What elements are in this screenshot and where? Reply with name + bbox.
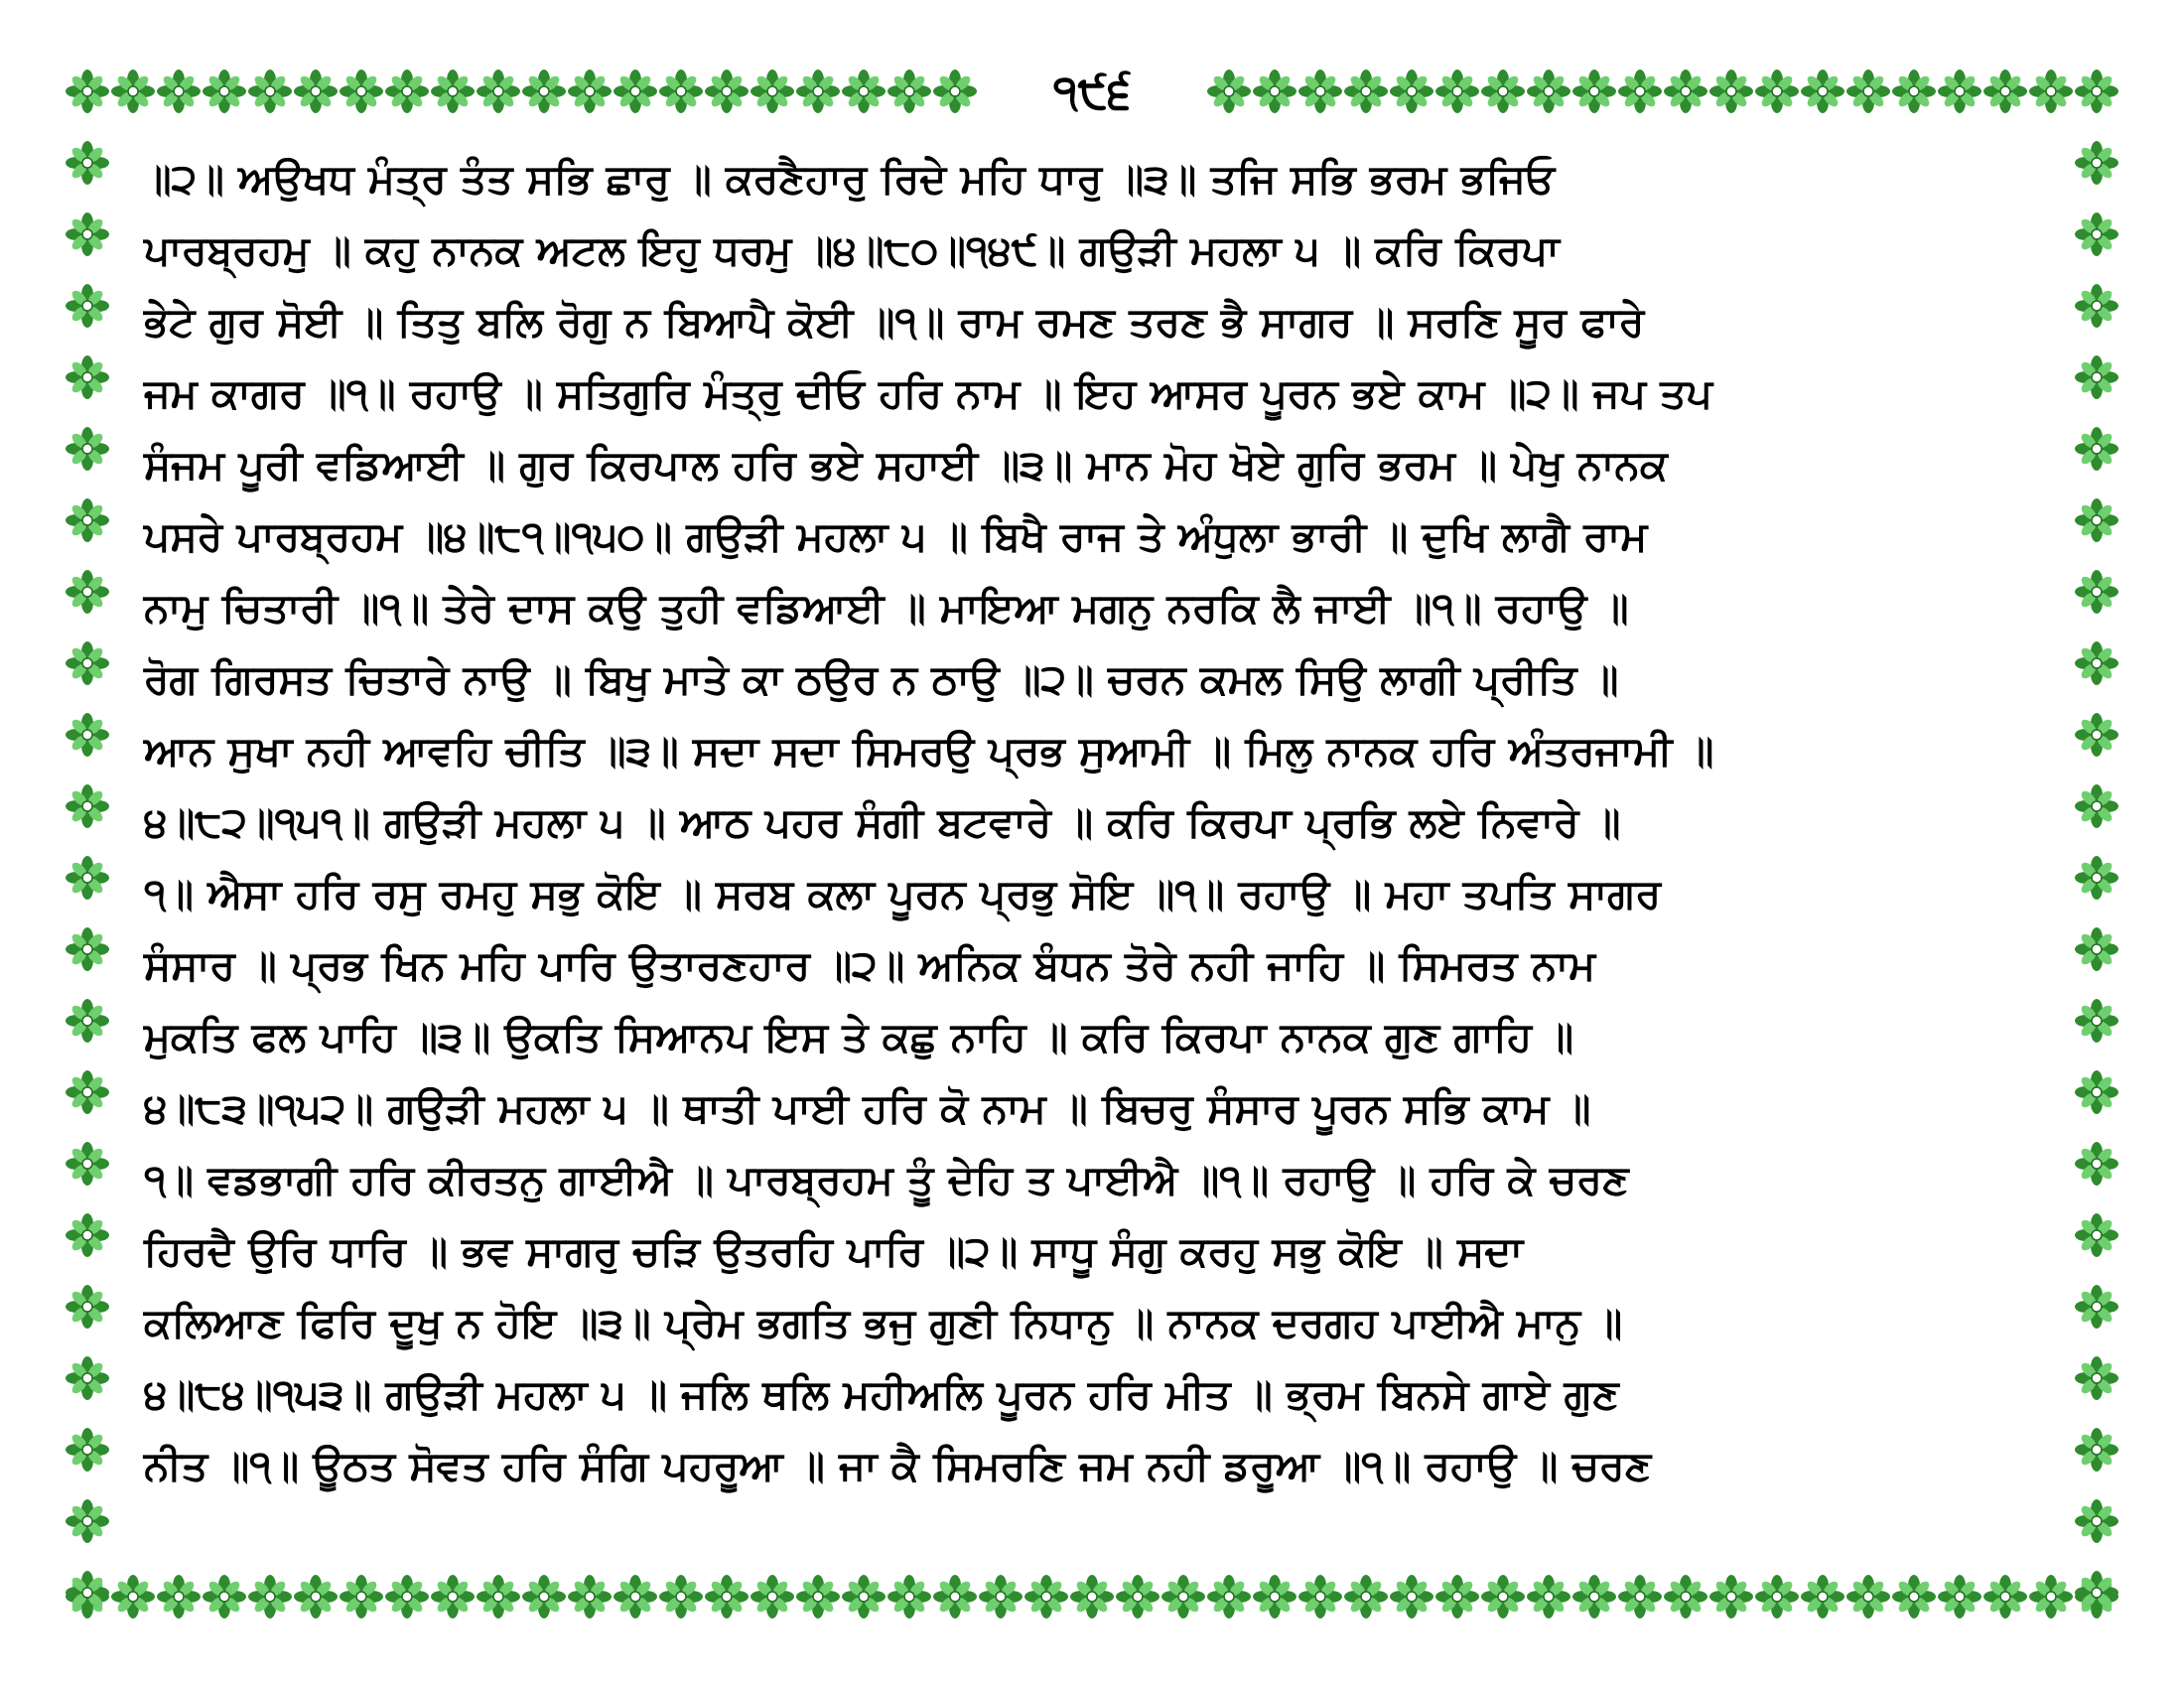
flower-vine-icon [2075, 355, 2118, 399]
flower-vine-icon [1116, 1575, 1160, 1618]
flower-vine-icon [431, 70, 475, 113]
flower-vine-icon [2075, 856, 2118, 900]
flower-vine-icon [1709, 1575, 1753, 1618]
flower-vine-icon [2075, 212, 2118, 256]
flower-vine-icon [203, 1575, 246, 1618]
flower-vine-icon [1709, 70, 1753, 113]
flower-vine-icon [2075, 784, 2118, 828]
text-line-6: ਪਸਰੇ ਪਾਰਬ੍ਰਹਮ ॥੪॥੮੧॥੧੫੦॥ ਗਉੜੀ ਮਹਲਾ ੫ ॥ ਬਿਖੈ ਰਾਜ ਤੇ ਅੰਧੁਲਾ ਭਾਰੀ ॥ ਦੁਖਿ ਲਾਗੈ ਰਾਮ [144, 511, 1648, 560]
flower-vine-icon [2075, 1356, 2118, 1400]
flower-vine-icon [248, 70, 292, 113]
flower-vine-icon [1070, 1575, 1114, 1618]
text-line-12: ਸੰਸਾਰ ॥ ਪ੍ਰਭ ਖਿਨ ਮਹਿ ਪਾਰਿ ਉਤਾਰਣਹਾਰ ॥੨॥ ਅਨਿਕ ਬੰਧਨ ਤੋਰੇ ਨਹੀ ਜਾਹਿ ॥ ਸਿਮਰਤ ਨਾਮ [144, 940, 1596, 989]
text-line-10: ੪॥੮੨॥੧੫੧॥ ਗਉੜੀ ਮਹਲਾ ੫ ॥ ਆਠ ਪਹਰ ਸੰਗੀ ਬਟਵਾਰੇ ॥ ਕਰਿ ਕਿਰਪਾ ਪ੍ਰਭਿ ਲਏ ਨਿਵਾਰੇ ॥ [144, 797, 1621, 846]
flower-vine-icon [66, 1142, 109, 1186]
flower-vine-icon [1298, 70, 1342, 113]
flower-vine-icon [1983, 1575, 2027, 1618]
flower-vine-icon [1298, 1575, 1342, 1618]
flower-vine-icon [66, 999, 109, 1043]
flower-vine-icon [340, 1575, 383, 1618]
flower-vine-icon [522, 70, 566, 113]
text-line-1: ॥੨॥ ਅਉਖਧ ਮੰਤ੍ਰ ਤੰਤ ਸਭਿ ਛਾਰੁ ॥ ਕਰਣੈਹਾਰੁ ਰਿਦੇ ਮਹਿ ਧਾਰੁ ॥੩॥ ਤਜਿ ਸਭਿ ਭਰਮ ਭਜਿਓ [144, 154, 1556, 203]
flower-vine-icon [1253, 70, 1297, 113]
flower-vine-icon [1572, 1575, 1616, 1618]
flower-vine-icon [1755, 70, 1799, 113]
flower-vine-icon [1161, 1575, 1205, 1618]
page-number: ੧੯੬ [993, 58, 1191, 127]
flower-vine-icon [1390, 70, 1433, 113]
text-line-17: ਕਲਿਆਣ ਫਿਰਿ ਦੂਖੁ ਨ ਹੋਇ ॥੩॥ ਪ੍ਰੇਮ ਭਗਤਿ ਭਜੁ ਗੁਣੀ ਨਿਧਾਨੁ ॥ ਨਾਨਕ ਦਰਗਹ ਪਾਈਐ ਮਾਨੁ ॥ [144, 1298, 1623, 1346]
flower-vine-icon [1664, 1575, 1707, 1618]
flower-vine-icon [1846, 70, 1890, 113]
flower-vine-icon [294, 1575, 338, 1618]
text-line-11: ੧॥ ਐਸਾ ਹਰਿ ਰਸੁ ਰਮਹੁ ਸਭੁ ਕੋਇ ॥ ਸਰਬ ਕਲਾ ਪੂਰਨ ਪ੍ਰਭੁ ਸੋਇ ॥੧॥ ਰਹਾਉ ॥ ਮਹਾ ਤਪਤਿ ਸਾਗਰ [144, 869, 1662, 917]
flower-vine-icon [842, 70, 886, 113]
flower-vine-icon [1938, 70, 1981, 113]
text-line-5: ਸੰਜਮ ਪੂਰੀ ਵਡਿਆਈ ॥ ਗੁਰ ਕਿਰਪਾਲ ਹਰਿ ਭਏ ਸਹਾਈ ॥੩॥ ਮਾਨ ਮੋਹ ਖੋਏ ਗੁਰਿ ਭਰਮ ॥ ਪੇਖੁ ਨਾਨਕ [144, 440, 1668, 489]
flower-vine-icon [2075, 641, 2118, 685]
flower-vine-icon [66, 1285, 109, 1329]
flower-vine-icon [614, 70, 657, 113]
flower-vine-icon [1344, 70, 1388, 113]
flower-vine-icon [157, 1575, 201, 1618]
flower-vine-icon [2075, 284, 2118, 328]
flower-vine-icon [887, 70, 931, 113]
text-line-9: ਆਨ ਸੁਖਾ ਨਹੀ ਆਵਹਿ ਚੀਤਿ ॥੩॥ ਸਦਾ ਸਦਾ ਸਿਮਰਉ ਪ੍ਰਭ ਸੁਆਮੀ ॥ ਮਿਲੁ ਨਾਨਕ ਹਰਿ ਅੰਤਰਜਾਮੀ ॥ [144, 726, 1714, 774]
flower-vine-icon [659, 70, 703, 113]
flower-vine-icon [2075, 713, 2118, 757]
flower-vine-icon [796, 1575, 840, 1618]
flower-vine-icon [157, 70, 201, 113]
flower-vine-icon [2075, 427, 2118, 471]
flower-vine-icon [568, 70, 612, 113]
text-line-4: ਜਮ ਕਾਗਰ ॥੧॥ ਰਹਾਉ ॥ ਸਤਿਗੁਰਿ ਮੰਤ੍ਰੁ ਦੀਓ ਹਰਿ ਨਾਮ ॥ ਇਹ ਆਸਰ ਪੂਰਨ ਭਏ ਕਾਮ ॥੨॥ ਜਪ ਤਪ [144, 368, 1712, 417]
text-line-7: ਨਾਮੁ ਚਿਤਾਰੀ ॥੧॥ ਤੇਰੇ ਦਾਸ ਕਉ ਤੁਹੀ ਵਡਿਆਈ ॥ ਮਾਇਆ ਮਗਨੁ ਨਰਕਿ ਲੈ ਜਾਈ ॥੧॥ ਰਹਾਉ ॥ [144, 583, 1629, 632]
flower-vine-icon [2075, 570, 2118, 614]
flower-vine-icon [751, 70, 794, 113]
flower-vine-icon [1892, 70, 1936, 113]
text-line-13: ਮੁਕਤਿ ਫਲ ਪਾਹਿ ॥੩॥ ਉਕਤਿ ਸਿਆਨਪ ਇਸ ਤੇ ਕਛੁ ਨਾਹਿ ॥ ਕਰਿ ਕਿਰਪਾ ਨਾਨਕ ਗੁਣ ਗਾਹਿ ॥ [144, 1012, 1573, 1060]
flower-vine-icon [66, 1070, 109, 1114]
flower-vine-icon [796, 70, 840, 113]
flower-vine-icon [66, 784, 109, 828]
flower-vine-icon [1618, 1575, 1662, 1618]
flower-vine-icon [66, 1428, 109, 1472]
flower-vine-icon [1390, 1575, 1433, 1618]
flower-vine-icon [1527, 70, 1570, 113]
flower-vine-icon [1938, 1575, 1981, 1618]
flower-vine-icon [1892, 1575, 1936, 1618]
flower-vine-icon [1207, 1575, 1251, 1618]
flower-vine-icon [477, 1575, 520, 1618]
flower-vine-icon [66, 856, 109, 900]
flower-vine-icon [1846, 1575, 1890, 1618]
flower-vine-icon [66, 1571, 109, 1615]
flower-vine-icon [431, 1575, 475, 1618]
flower-vine-icon [2075, 999, 2118, 1043]
flower-vine-icon [1253, 1575, 1297, 1618]
flower-vine-icon [66, 713, 109, 757]
flower-vine-icon [522, 1575, 566, 1618]
flower-vine-icon [66, 284, 109, 328]
flower-vine-icon [66, 498, 109, 542]
flower-vine-icon [66, 1499, 109, 1543]
flower-vine-icon [705, 70, 749, 113]
flower-vine-icon [2075, 141, 2118, 185]
flower-vine-icon [66, 927, 109, 971]
flower-vine-icon [1207, 70, 1251, 113]
flower-vine-icon [2075, 1285, 2118, 1329]
flower-vine-icon [933, 70, 977, 113]
flower-vine-icon [1664, 70, 1707, 113]
flower-vine-icon [1481, 70, 1525, 113]
flower-vine-icon [568, 1575, 612, 1618]
flower-vine-icon [1618, 70, 1662, 113]
flower-vine-icon [248, 1575, 292, 1618]
flower-vine-icon [1435, 1575, 1479, 1618]
flower-vine-icon [2029, 70, 2073, 113]
flower-vine-icon [2075, 1213, 2118, 1257]
text-line-14: ੪॥੮੩॥੧੫੨॥ ਗਉੜੀ ਮਹਲਾ ੫ ॥ ਥਾਤੀ ਪਾਈ ਹਰਿ ਕੋ ਨਾਮ ॥ ਬਿਚਰੁ ਸੰਸਾਰ ਪੂਰਨ ਸਭਿ ਕਾਮ ॥ [144, 1083, 1591, 1132]
flower-vine-icon [66, 570, 109, 614]
flower-vine-icon [2075, 498, 2118, 542]
flower-vine-icon [933, 1575, 977, 1618]
flower-vine-icon [66, 1213, 109, 1257]
text-line-16: ਹਿਰਦੈ ਉਰਿ ਧਾਰਿ ॥ ਭਵ ਸਾਗਰੁ ਚੜਿ ਉਤਰਹਿ ਪਾਰਿ ॥੨॥ ਸਾਧੂ ਸੰਗੁ ਕਰਹੁ ਸਭੁ ਕੋਇ ॥ ਸਦਾ [144, 1226, 1524, 1275]
text-line-19: ਨੀਤ ॥੧॥ ਊਠਤ ਸੋਵਤ ਹਰਿ ਸੰਗਿ ਪਹਰੂਆ ॥ ਜਾ ਕੈ ਸਿਮਰਣਿ ਜਮ ਨਹੀ ਡਰੂਆ ॥੧॥ ਰਹਾਉ ॥ ਚਰਣ [144, 1441, 1652, 1489]
flower-vine-icon [1572, 70, 1616, 113]
flower-vine-icon [111, 70, 155, 113]
flower-vine-icon [1983, 70, 2027, 113]
flower-vine-icon [66, 212, 109, 256]
flower-vine-icon [1481, 1575, 1525, 1618]
text-line-8: ਰੋਗ ਗਿਰਸਤ ਚਿਤਾਰੇ ਨਾਉ ॥ ਬਿਖੁ ਮਾਤੇ ਕਾ ਠਉਰ ਨ ਠਾਉ ॥੨॥ ਚਰਨ ਕਮਲ ਸਿਉ ਲਾਗੀ ਪ੍ਰੀਤਿ ॥ [144, 654, 1619, 703]
flower-vine-icon [66, 355, 109, 399]
flower-vine-icon [1527, 1575, 1570, 1618]
flower-vine-icon [2075, 1142, 2118, 1186]
flower-vine-icon [385, 70, 429, 113]
flower-vine-icon [340, 70, 383, 113]
flower-vine-icon [111, 1575, 155, 1618]
flower-vine-icon [2075, 1428, 2118, 1472]
flower-vine-icon [2075, 1571, 2118, 1615]
flower-vine-icon [66, 427, 109, 471]
flower-vine-icon [887, 1575, 931, 1618]
flower-vine-icon [842, 1575, 886, 1618]
text-line-2: ਪਾਰਬ੍ਰਹਮੁ ॥ ਕਹੁ ਨਾਨਕ ਅਟਲ ਇਹੁ ਧਰਮੁ ॥੪॥੮੦॥੧੪੯॥ ਗਉੜੀ ਮਹਲਾ ੫ ॥ ਕਰਿ ਕਿਰਪਾ [144, 225, 1560, 274]
flower-vine-icon [659, 1575, 703, 1618]
flower-vine-icon [751, 1575, 794, 1618]
flower-vine-icon [294, 70, 338, 113]
flower-vine-icon [2075, 70, 2118, 113]
text-line-3: ਭੇਟੇ ਗੁਰ ਸੋਈ ॥ ਤਿਤੁ ਬਲਿ ਰੋਗੁ ਨ ਬਿਆਪੈ ਕੋਈ ॥੧॥ ਰਾਮ ਰਮਣ ਤਰਣ ਭੈ ਸਾਗਰ ॥ ਸਰਣਿ ਸੂਰ ਫਾਰੇ [144, 297, 1645, 346]
flower-vine-icon [66, 1356, 109, 1400]
flower-vine-icon [2075, 1070, 2118, 1114]
gurbani-text-block [144, 149, 2040, 1519]
flower-vine-icon [66, 641, 109, 685]
flower-vine-icon [2075, 1499, 2118, 1543]
flower-vine-icon [1024, 1575, 1068, 1618]
flower-vine-icon [1801, 1575, 1844, 1618]
flower-vine-icon [477, 70, 520, 113]
flower-vine-icon [705, 1575, 749, 1618]
flower-vine-icon [614, 1575, 657, 1618]
flower-vine-icon [979, 1575, 1023, 1618]
flower-vine-icon [2029, 1575, 2073, 1618]
text-line-18: ੪॥੮੪॥੧੫੩॥ ਗਉੜੀ ਮਹਲਾ ੫ ॥ ਜਲਿ ਥਲਿ ਮਹੀਅਲਿ ਪੂਰਨ ਹਰਿ ਮੀਤ ॥ ਭ੍ਰਮ ਬਿਨਸੇ ਗਾਏ ਗੁਣ [144, 1369, 1619, 1418]
flower-vine-icon [1801, 70, 1844, 113]
text-line-15: ੧॥ ਵਡਭਾਗੀ ਹਰਿ ਕੀਰਤਨੁ ਗਾਈਐ ॥ ਪਾਰਬ੍ਰਹਮ ਤੂੰ ਦੇਹਿ ਤ ਪਾਈਐ ॥੧॥ ਰਹਾਉ ॥ ਹਰਿ ਕੇ ਚਰਣ [144, 1155, 1629, 1203]
flower-vine-icon [1344, 1575, 1388, 1618]
flower-vine-icon [2075, 927, 2118, 971]
flower-vine-icon [66, 70, 109, 113]
flower-vine-icon [385, 1575, 429, 1618]
flower-vine-icon [1755, 1575, 1799, 1618]
flower-vine-icon [203, 70, 246, 113]
flower-vine-icon [1435, 70, 1479, 113]
flower-vine-icon [66, 141, 109, 185]
